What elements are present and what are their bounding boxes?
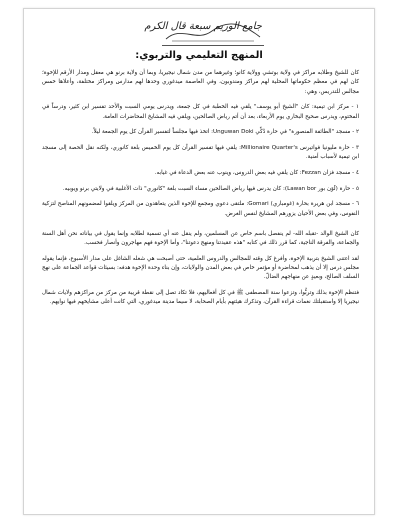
body-paragraph-2: لقد اعتنى الشيخ بتربية الإخوة، وأفرغ كل وقته للمجالس والدروس العلمية، حتى أصبحت هي شغله الشاغل على مدار الأسبوع، فإنما يقوله مجلس درس إلا أن يذهب لمحاضرة أو مؤتمر خاص في بعض المدن والولايات، وإن بناء وحدة الإخوة هدفه: بسيئات قواعد الجماعة على نهج السلف الصالح، وبعيدٍ عن منهاجهم الضالّ. — [42, 255, 359, 281]
body-paragraph-3: فتنظم الإخوة بذلك وتربُّوا، وتزعوا سنة المصطفى ﷺ في كل أفعاليهم، فلا تكاد تصل إلى نقطة قريبة من مركز من مراكزهم ولايات شمال نيجيريا إلا واستقبلتك نغمات قراءة القرآن، وتذكرك هيئتهم بأيام الصحابة، لا سيما مدينة ميدغوري، التي كانت أعلى مشايخهم فيها نوايهم. — [42, 290, 359, 306]
calligraphy-text: جامع الوريم سبعة قال الكرم — [144, 21, 262, 32]
page-header — [24, 9, 374, 59]
list-item-6: ٦ - مسجد ابن هريرة بحارة (غومباري) Gomari: ملتقى دعوي ومجمع للإخوة الذين يتعاهدون من المركز ويلقوا لمضمونهم المناصح لتزكية النفوس، وفي بعض الأحيان يزورهم المشايخ لنفس الغرض. — [42, 201, 359, 217]
list-item-3: ٣ - حارة مليونيا فواتيرس Millionaire Quarter's: يلقي فيها تفسير القرآن كل يوم الخميس بلغة كانوري، ولكنه نقل الحصة إلى مسجد ابن تيمية لأسباب أمنية. — [42, 144, 360, 161]
body-paragraph-1: كان الشيخ الوالد -تقبله الله- لم ينفصل باسم خاص عن المسلمين، ولم ينقل عنه أي تسمية لطلابه وإنما يقول في بياناته نحن أهل السنة والجماعة، والفرقة الناجية، كما قرر ذلك في كتابه "هذه عقيدتنا ومنهج دعوتنا"، وأما الإخوة فهم مهاجرون وأنصار فحسب. — [42, 230, 359, 247]
page-title: المنهج التعليمي والتربوي: — [135, 50, 263, 61]
list-item-4: ٤ - مسجد فزان Fezzan: كان يلقي فيه بعض الدروس، وينوب عنه بعض الدعاة في غيابه. — [154, 169, 359, 176]
list-item-5: ٥ - حارة (لَوَن بور Lawan bor): كان يدرس فيها رياض الصالحين مساء السبت بلغة "كانوري" ذات الأغلبية في ولايتي برنو ويوبيه. — [62, 185, 359, 192]
document-page — [23, 8, 375, 515]
list-item-2: ٢ - مسجد "الطائفة المنصورة" في حارة دُكِّي Unguwan Doki: اتخذ فيها مجلساً لتفسير القرآن كل يوم الجمعة ليلاً. — [91, 129, 359, 136]
list-item-1: ١ - مركز ابن تيمية: كان "الشيخ أبو يوسف" يلقي فيه الخطبة في كل جمعة، ويدرس يومي السبت والأحد تفسير ابن كثير، ودرساً في المختوم، ويدرس صحيح البخاري يوم الأربعاء، بعد أن أتم رياض الصالحين، ويلقي فيه المشايخ المحاضرات العامة. — [42, 104, 359, 120]
document-body — [42, 69, 359, 314]
calligraphy-heading — [144, 19, 264, 46]
intro-paragraph: كان للشيخ وطلابه مراكز في ولاية بوتشي وولاية كانو؛ وغيرهما من مدن شمال نيجيريا، وبما أن ولاية برنو هي معقل ومدار الأرقم للإخوة؛ كان لهم في معظم حكوماتها المحلية لهم مراكز ومندوبون، وفي العاصمة ميدغوري وحدها لهم مدارس ومراكز مختلفة، وأعلاها خمس مجالس للتدريس، وهي: — [42, 70, 359, 95]
